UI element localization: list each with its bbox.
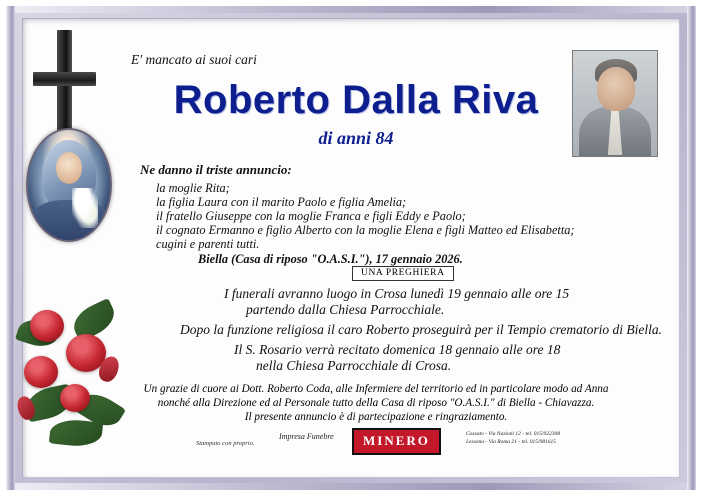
relative-line: cugini e parenti tutti.	[156, 237, 260, 251]
rosary-line-1: Il S. Rosario verrà recitato domenica 18 gennaio alle ore 18	[234, 342, 561, 357]
frame-bevel-left	[6, 6, 15, 490]
address-line-1: Cossato - Via Nazioni 12 - tel. 015/922308	[466, 431, 561, 437]
rose-icon	[24, 356, 58, 388]
undertaker-logo: MINERO	[352, 428, 441, 455]
portrait-face	[597, 67, 635, 111]
place-and-date: Biella (Casa di riposo "O.A.S.I."), 17 gennaio 2026.	[198, 252, 463, 266]
relative-line: il cognato Ermanno e figlio Alberto con la moglie Elena e figli Matteo ed Elisabetta;	[156, 223, 575, 237]
cremation-line: Dopo la funzione religiosa il caro Roberto proseguirà per il Tempio crematorio di Biella.	[180, 322, 662, 337]
deceased-name: Roberto Dalla Riva	[173, 78, 539, 122]
madonna-image	[26, 128, 112, 242]
thanks-line-2: nonché alla Direzione ed al Personale tutto della Casa di riposo "O.A.S.I." di Biella - Chiavazza.	[157, 397, 595, 409]
address-line-2: Lessona - Via Roma 21 - tel. 015/981615	[466, 439, 557, 445]
relative-line: il fratello Giuseppe con la moglie Franca e figli Eddy e Paolo;	[156, 209, 466, 223]
funeral-line-1: I funerali avranno luogo in Crosa lunedì 19 gennaio alle ore 15	[224, 286, 570, 301]
deceased-portrait-photo	[572, 50, 658, 157]
rosary-line-2: nella Chiesa Parrocchiale di Crosa.	[256, 358, 452, 373]
printed-note: Stampato con proprio.	[196, 440, 255, 447]
frame-bevel-top	[6, 6, 696, 13]
lily-flower-icon	[72, 188, 98, 228]
funeral-line-2: partendo dalla Chiesa Parrocchiale.	[246, 302, 445, 317]
relative-line: la moglie Rita;	[156, 181, 230, 195]
leaf-icon	[49, 417, 103, 448]
thanks-line-3: Il presente annuncio è di partecipazione e ringraziamento.	[244, 411, 508, 423]
announcement-label: Ne danno il triste annuncio:	[140, 162, 292, 177]
undertaker-label: Impresa Funebre	[279, 432, 334, 441]
roses-bouquet-image	[16, 300, 134, 450]
cross-crossbar-icon	[33, 72, 96, 86]
deceased-age: di anni 84	[318, 128, 394, 148]
rose-icon	[30, 310, 64, 342]
intro-line: E' mancato ai suoi cari	[131, 52, 257, 67]
madonna-face	[56, 152, 82, 184]
relative-line: la figlia Laura con il marito Paolo e figlia Amelia;	[156, 195, 407, 209]
undertaker-address	[466, 430, 560, 446]
frame-bevel-right	[687, 6, 696, 490]
prayer-box: UNA PREGHIERA	[352, 266, 454, 281]
thanks-block	[140, 382, 612, 424]
frame-bevel-bottom	[6, 483, 696, 490]
thanks-line-1: Un grazie di cuore ai Dott. Roberto Coda, alle Infermiere del territorio ed in particolare modo ad Anna	[143, 383, 609, 395]
rose-icon	[60, 384, 90, 412]
